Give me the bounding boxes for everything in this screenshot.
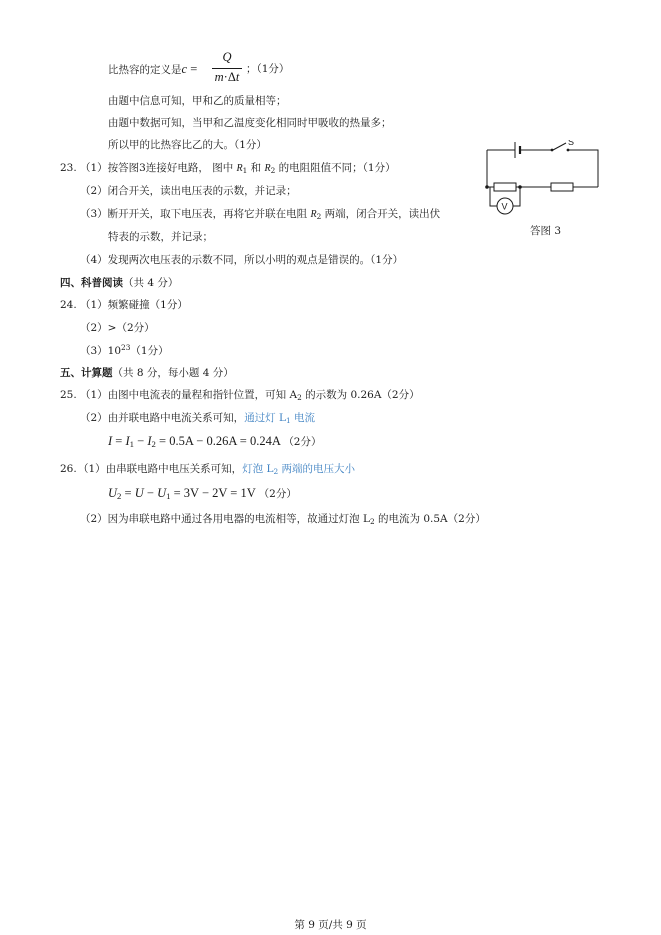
q23-step-1: （1）按答图3连接好电路， 图中 $R_1$ 和 $R_2$ 的电阻阻值不同；（1分） bbox=[80, 162, 396, 175]
circuit-wire-top-right bbox=[568, 150, 598, 187]
specific-heat-score: ；（1分） bbox=[246, 63, 290, 75]
q24-part-2: （2）>（2分） bbox=[80, 322, 155, 334]
question-25-number: 25. bbox=[60, 389, 77, 401]
q26-part-2: （2）因为串联电路中通过各用电器的电流相等，故通过灯泡 $L_2$ 的电流为 0.5A（2分） bbox=[80, 513, 486, 526]
switch-blade bbox=[553, 143, 566, 150]
q23-step-2: （2）闭合开关，读出电压表的示数，并记录； bbox=[80, 185, 297, 197]
circuit-node bbox=[518, 185, 522, 189]
resistor-r2 bbox=[551, 183, 573, 191]
highlighted-phrase: 灯泡 $L_2$ 两端的电压大小 bbox=[242, 463, 356, 476]
circuit-node bbox=[485, 185, 489, 189]
question-26-number: 26. bbox=[60, 463, 77, 475]
page-number-footer: 第 9 页/共 9 页 bbox=[294, 919, 367, 931]
resistor-r1 bbox=[494, 183, 516, 191]
highlighted-phrase: 通过灯 $L_1$ 电流 bbox=[244, 412, 316, 425]
fraction-bar bbox=[212, 68, 242, 69]
fraction-numerator: Q bbox=[222, 50, 232, 64]
switch-contact bbox=[567, 149, 570, 152]
section-4-heading: 四、科普阅读（共 4 分） bbox=[60, 277, 179, 289]
answer-line: 所以甲的比热容比乙的大。（1分） bbox=[108, 139, 267, 151]
switch-pivot bbox=[551, 149, 554, 152]
q25-part-1: （1）由图中电流表的量程和指针位置，可知 $A_2$ 的示数为 0.26A（2分） bbox=[80, 389, 420, 402]
q23-step-3: （3）断开开关，取下电压表，再将它并联在电阻 $R_2$ 两端，闭合开关，读出伏 bbox=[80, 208, 441, 221]
section-5-heading: 五、计算题（共 8 分，每小题 4 分） bbox=[60, 367, 234, 379]
q24-part-1: （1）频繁碰撞（1分） bbox=[80, 299, 188, 311]
fraction-denominator: m·Δt bbox=[214, 70, 240, 84]
q24-part-3: $(3)10^{23}(1$分） bbox=[80, 343, 169, 357]
voltmeter-label: V bbox=[501, 201, 508, 212]
answer-line: 由题中信息可知，甲和乙的质量相等； bbox=[108, 95, 287, 107]
switch-label: S bbox=[568, 140, 575, 147]
q23-step-3-cont: 特表的示数，并记录； bbox=[108, 231, 213, 243]
answer-line: 由题中数据可知，当甲和乙温度变化相同时甲吸收的热量多； bbox=[108, 117, 392, 129]
q23-step-4: （4）发现两次电压表的示数不同，所以小明的观点是错误的。（1分） bbox=[80, 254, 404, 266]
q25-equation: $I = I_1 - I_2 = 0.5A - 0.26A = 0.24A$ （2分） bbox=[108, 434, 322, 449]
q26-part-1: （1）由串联电路中电压关系可知，灯泡 $L_2$ 两端的电压大小 bbox=[78, 463, 356, 476]
question-23-number: 23. bbox=[60, 162, 77, 174]
specific-heat-definition: 比热容的定义是c = bbox=[108, 62, 198, 76]
question-24-number: 24. bbox=[60, 299, 77, 311]
q26-equation: $U_2 = U - U_1 = 3V - 2V = 1V$ （2分） bbox=[108, 486, 297, 501]
q25-part-2: （2）由并联电路中电流关系可知，通过灯 $L_1$ 电流 bbox=[80, 412, 316, 425]
figure-caption: 答图 3 bbox=[530, 225, 562, 237]
